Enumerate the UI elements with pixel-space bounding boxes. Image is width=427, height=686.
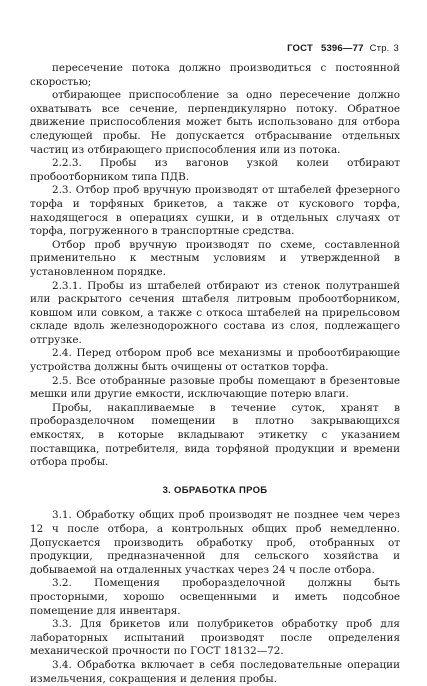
paragraph: Отбор проб вручную производят по схеме, составленной применительно к местным условиям и утвержденной в установленном порядке. <box>30 238 400 278</box>
page-number: 3 <box>393 43 399 54</box>
document-body <box>30 62 400 686</box>
paragraph: пересечение потока должно производиться с постоянной скоростью; <box>30 62 400 88</box>
paragraph: Пробы, накапливаемые в течение суток, хранят в проборазделочном помещении в плотно закрывающихся емкостях, в которые вкладывают этикетку с указанием поставщика, потребителя, вида торфяной продукции и времени отбора пробы. <box>30 401 400 469</box>
paragraph: 2.2.3. Пробы из вагонов узкой колеи отбирают пробоотборником типа ПДВ. <box>30 157 400 183</box>
paragraph: 3.3. Для брикетов или полубрикетов обработку проб для лабораторных испытаний производят после определения механической прочности по ГОСТ 18132—72. <box>30 618 400 658</box>
page-word: Стр. <box>369 43 390 54</box>
running-header <box>287 43 399 54</box>
paragraph: отбирающее приспособление за одно пересечение должно охватывать все сечение, перпендикулярно потоку. Обратное движение приспособления может быть использовано для отбора следующей пробы. Не допускается отбрасывание отдельных частиц из отбирающего приспособления или из потока. <box>30 89 400 156</box>
paragraph: 2.5. Все отобранные разовые пробы помещают в брезентовые мешки или другие емкости, исключающие потерю влаги. <box>30 374 400 401</box>
paragraph: 3.4. Обработка включает в себя последовательные операции измельчения, сокращения и деления пробы. <box>30 658 400 685</box>
paragraph: 3.1. Обработку общих проб производят не позднее чем через 12 ч после отбора, а контрольных общих проб немедленно. Допускается производить обработку проб, отобранных от продукции, предназначенной для сельского хозяйства и добываемой на отдаленных участках через 24 ч после отбора. <box>30 509 400 576</box>
section-title: 3. ОБРАБОТКА ПРОБ <box>162 484 268 496</box>
paragraph: 3.2. Помещения пробоpазделочной должны быть просторными, хорошо освещенными и иметь подсобное помещение для инвентаря. <box>30 577 400 617</box>
gost-number: 5396—77 <box>320 43 364 54</box>
paragraph: 2.4. Перед отбором проб все механизмы и пробоотбирающие устройства должны быть очищены от остатков торфа. <box>30 347 400 374</box>
paragraph: 2.3.1. Пробы из штабелей отбирают из стенок полутраншей или раскрытого сечения штабеля литровым пробоотборником, ковшом или совком, а также с откоса штабелей на прирельсовом складе вдоль железнодорожного состава из слоя, подлежащего отгрузке. <box>30 279 400 346</box>
gost-label: ГОСТ <box>287 43 313 54</box>
paragraph: 2.3. Отбор проб вручную производят от штабелей фрезерного торфа и торфяных брикетов, а также от кускового торфа, находящегося в операциях сушки, и в отдельных случаях от торфа, погруженного в транспортные средства. <box>30 184 400 238</box>
